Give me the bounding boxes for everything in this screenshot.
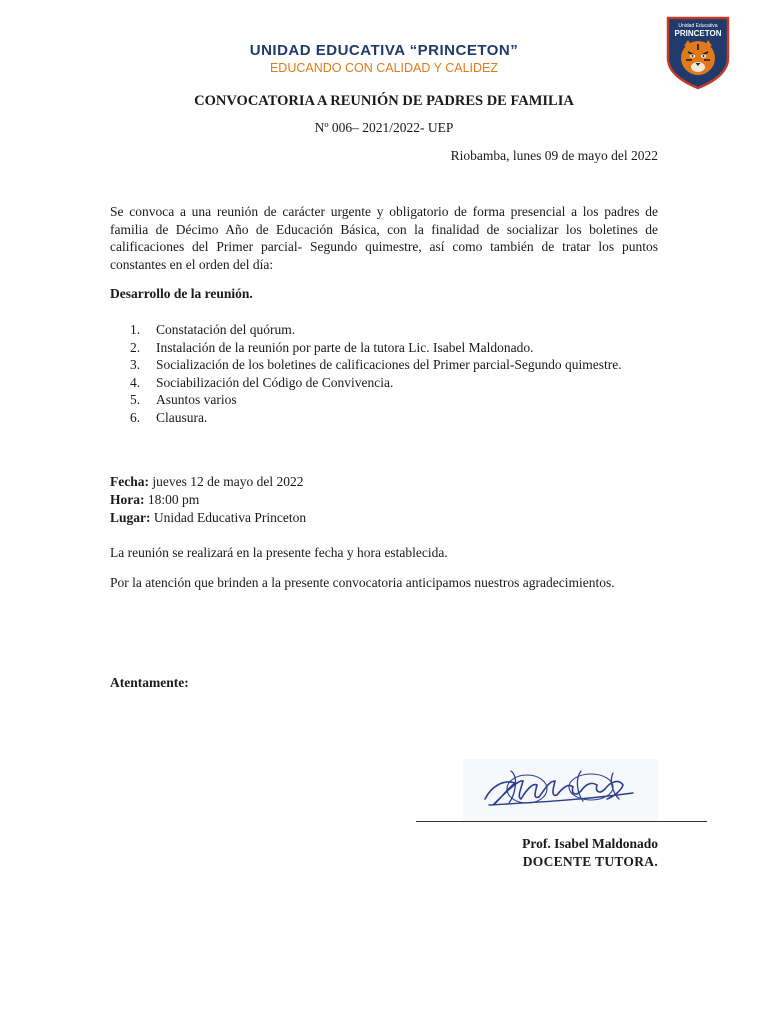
agenda-item-number: 3. (130, 357, 141, 372)
agenda-item (110, 391, 658, 409)
document-title: CONVOCATORIA A REUNIÓN DE PADRES DE FAMILIA (194, 93, 574, 109)
crest-top-text: Unidad Educativa (678, 23, 718, 29)
school-crest-logo (664, 14, 732, 90)
date-label: Fecha: (110, 474, 149, 489)
location-row (110, 509, 306, 527)
time-row (110, 491, 306, 509)
agenda-item-text: Constatación del quórum. (156, 322, 296, 337)
agenda-item-number: 5. (130, 392, 141, 407)
intro-paragraph: Se convoca a una reunión de carácter urgente y obligatorio de forma presencial a los padres de familia de Décimo Año de Educación Básica, con la finalidad de socializar los boletines de calificaciones del Primer parcial- Segundo quimestre, así como también de tratar los puntos constantes en el orden del día: (110, 204, 658, 272)
agenda-item (110, 409, 658, 427)
agenda-item-text: Socialización de los boletines de calificaciones del Primer parcial-Segundo quimestre. (156, 357, 622, 372)
agenda-item (110, 356, 658, 374)
agenda-item-number: 1. (130, 322, 141, 337)
location-label: Lugar: (110, 510, 151, 525)
school-motto: EDUCANDO CON CALIDAD Y CALIDEZ (269, 61, 499, 75)
time-label: Hora: (110, 492, 145, 507)
agenda-item-text: Sociabilización del Código de Convivencia. (156, 374, 394, 390)
tiger-head-icon (681, 40, 715, 75)
school-name: UNIDAD EDUCATIVA “PRINCETON” (249, 42, 519, 59)
agenda-item (110, 321, 658, 339)
date-value: jueves 12 de mayo del 2022 (152, 474, 304, 489)
agenda-item (110, 339, 658, 357)
signature-scribble (463, 759, 658, 821)
confirmation-paragraph: La reunión se realizará en la presente fecha y hora establecida. (110, 545, 448, 560)
agenda-item (110, 374, 658, 392)
signer-name: Prof. Isabel Maldonado (522, 836, 658, 851)
time-value: 18:00 pm (147, 492, 200, 507)
crest-name-text: PRINCETON (674, 29, 722, 38)
agenda-item-number: 4. (130, 374, 141, 390)
signature-image (463, 759, 658, 821)
agenda-item-number: 2. (130, 339, 141, 355)
agenda-item-number: 6. (130, 409, 141, 425)
signature-line (416, 821, 707, 822)
closing-salutation: Atentamente: (110, 675, 189, 690)
agenda-item-text: Asuntos varios (156, 392, 237, 407)
agenda-item-text: Clausura. (156, 409, 208, 425)
agenda-item-text: Instalación de la reunión por parte de la tutora Lic. Isabel Maldonado. (156, 339, 534, 355)
agenda-list (110, 321, 658, 426)
document-number: Nº 006– 2021/2022- UEP (314, 120, 454, 135)
thanks-paragraph: Por la atención que brinden a la presente convocatoria anticipamos nuestros agradecimientos. (110, 575, 615, 590)
date-row (110, 473, 306, 491)
place-date: Riobamba, lunes 09 de mayo del 2022 (450, 148, 658, 163)
agenda-title: Desarrollo de la reunión. (110, 286, 253, 301)
signer-role: DOCENTE TUTORA. (522, 854, 658, 869)
meeting-details (110, 473, 306, 527)
location-value: Unidad Educativa Princeton (153, 510, 307, 525)
